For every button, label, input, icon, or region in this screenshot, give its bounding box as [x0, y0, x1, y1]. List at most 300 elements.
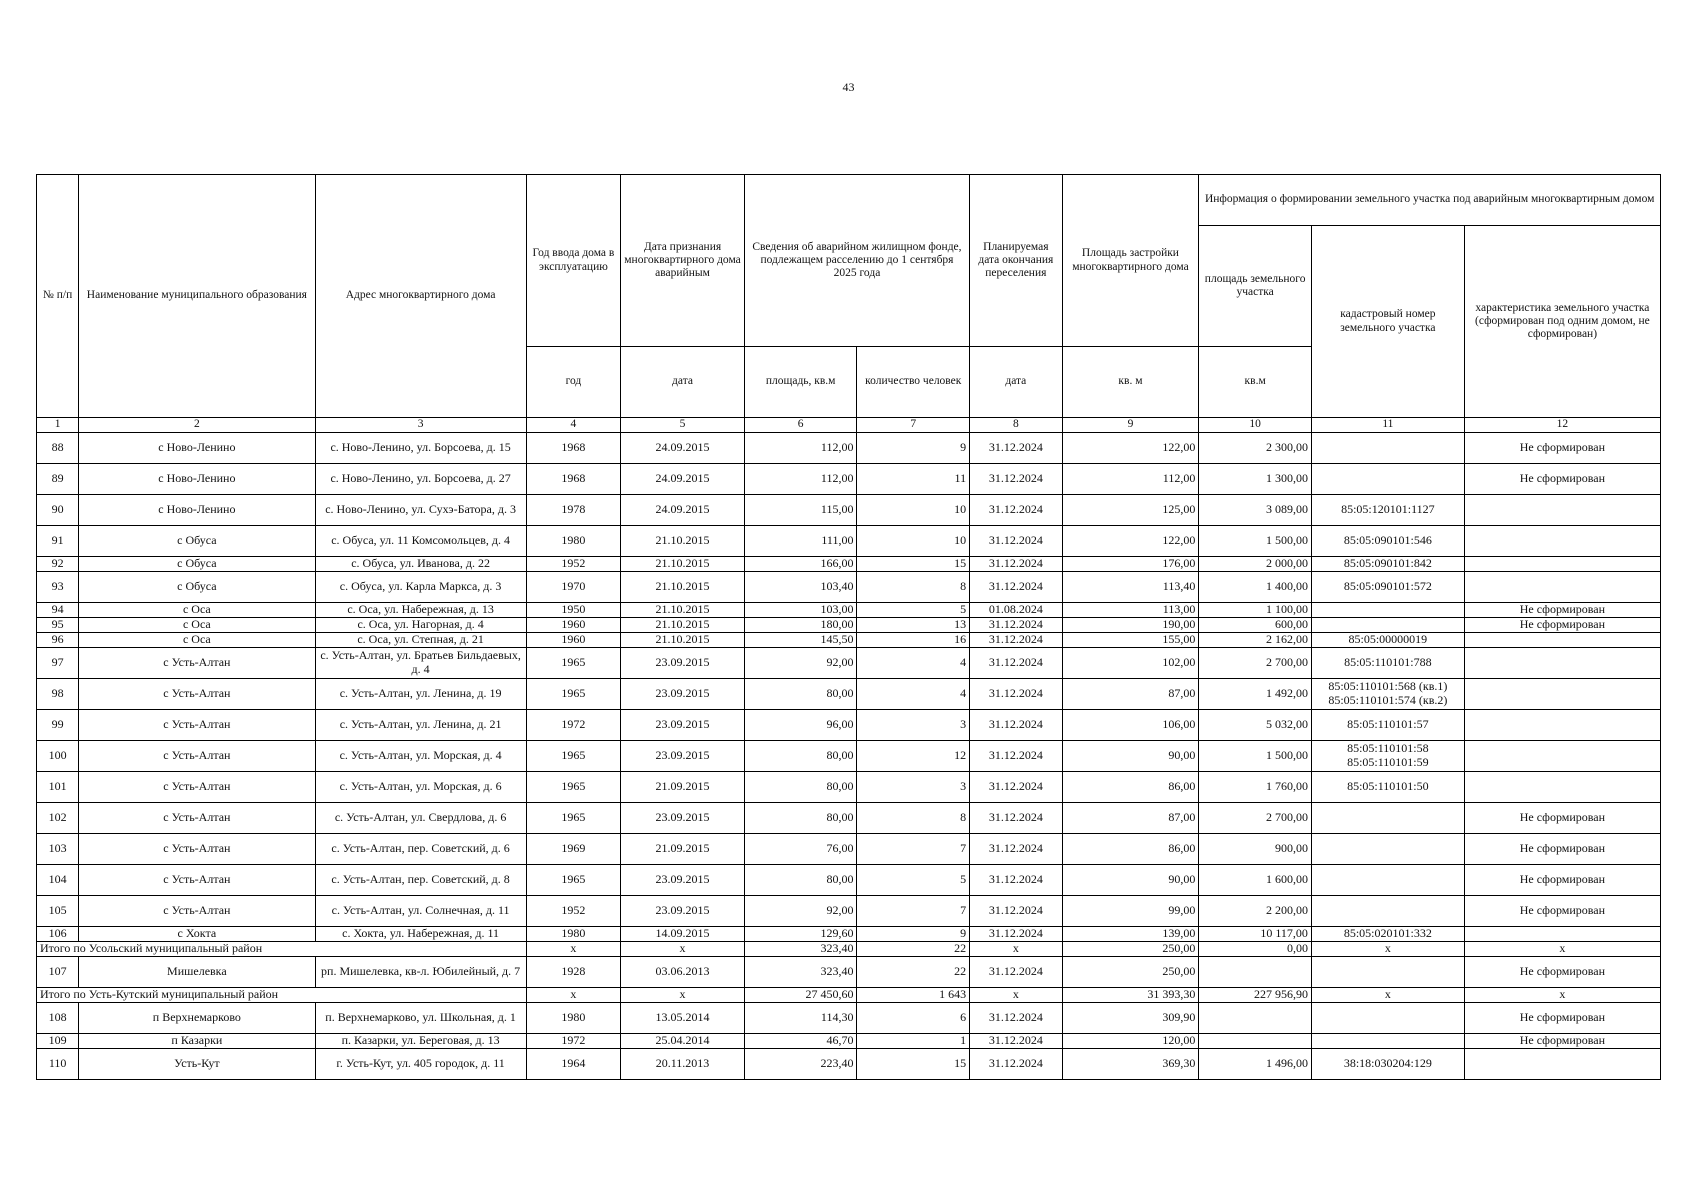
land-area-cell: 2 000,00 — [1199, 557, 1312, 572]
year-cell: 1965 — [526, 648, 621, 679]
column-number: 11 — [1311, 418, 1464, 433]
build-area-cell: 99,00 — [1062, 896, 1199, 927]
build-area-cell: 90,00 — [1062, 865, 1199, 896]
plan-date-cell: 31.12.2024 — [970, 526, 1063, 557]
year-cell: 1969 — [526, 834, 621, 865]
land-area-cell — [1199, 1034, 1312, 1049]
land-area-cell: 1 500,00 — [1199, 526, 1312, 557]
column-number: 7 — [857, 418, 970, 433]
address-cell: с. Усть-Алтан, пер. Советский, д. 8 — [315, 865, 526, 896]
fund-area-cell: 80,00 — [744, 803, 857, 834]
fund-area-cell: 76,00 — [744, 834, 857, 865]
table-row — [37, 1003, 1661, 1034]
land-area-cell: 10 117,00 — [1199, 927, 1312, 942]
row-number: 105 — [37, 896, 79, 927]
land-char-cell — [1464, 741, 1660, 772]
address-cell: с. Усть-Алтан, пер. Советский, д. 6 — [315, 834, 526, 865]
recognition-date-cell: 24.09.2015 — [621, 464, 745, 495]
plan-date-cell: 31.12.2024 — [970, 433, 1063, 464]
plan-date-cell: 31.12.2024 — [970, 927, 1063, 942]
plan-date-cell: 31.12.2024 — [970, 572, 1063, 603]
row-number: 94 — [37, 603, 79, 618]
table-row — [37, 495, 1661, 526]
table-body — [37, 433, 1661, 1080]
land-area-cell: 2 200,00 — [1199, 896, 1312, 927]
address-cell: с. Усть-Алтан, ул. Солнечная, д. 11 — [315, 896, 526, 927]
land-area-cell — [1199, 957, 1312, 988]
recognition-date-cell: 21.09.2015 — [621, 834, 745, 865]
cadastral-cell — [1311, 464, 1464, 495]
build-area-cell: 125,00 — [1062, 495, 1199, 526]
land-area-cell: 1 496,00 — [1199, 1049, 1312, 1080]
people-count-cell: 7 — [857, 896, 970, 927]
address-cell: с. Усть-Алтан, ул. Морская, д. 6 — [315, 772, 526, 803]
row-number: 100 — [37, 741, 79, 772]
cadastral-cell: 85:05:00000019 — [1311, 633, 1464, 648]
municipality-cell: Мишелевка — [79, 957, 315, 988]
address-cell: с. Усть-Алтан, ул. Братьев Бильдаевых, д. 4 — [315, 648, 526, 679]
land-char-cell — [1464, 772, 1660, 803]
land-area-cell: 0,00 — [1199, 942, 1312, 957]
land-char-cell: Не сформирован — [1464, 603, 1660, 618]
row-number: 95 — [37, 618, 79, 633]
address-cell: с. Оса, ул. Нагорная, д. 4 — [315, 618, 526, 633]
plan-date-cell: x — [970, 988, 1063, 1003]
land-area-cell: 2 162,00 — [1199, 633, 1312, 648]
plan-date-cell: 31.12.2024 — [970, 710, 1063, 741]
recognition-date-cell: 21.10.2015 — [621, 633, 745, 648]
table-row — [37, 772, 1661, 803]
fund-area-cell: 323,40 — [744, 957, 857, 988]
build-area-cell: 176,00 — [1062, 557, 1199, 572]
build-area-cell: 250,00 — [1062, 957, 1199, 988]
build-area-cell: 113,00 — [1062, 603, 1199, 618]
total-label: Итого по Усть-Кутский муниципальный район — [37, 988, 527, 1003]
municipality-cell: с Обуса — [79, 557, 315, 572]
build-area-cell: 106,00 — [1062, 710, 1199, 741]
column-number: 3 — [315, 418, 526, 433]
build-area-cell: 112,00 — [1062, 464, 1199, 495]
fund-area-cell: 80,00 — [744, 741, 857, 772]
table-row — [37, 896, 1661, 927]
land-area-cell: 1 100,00 — [1199, 603, 1312, 618]
land-char-cell — [1464, 1049, 1660, 1080]
land-area-cell: 1 300,00 — [1199, 464, 1312, 495]
land-char-cell — [1464, 495, 1660, 526]
fund-area-cell: 80,00 — [744, 865, 857, 896]
year-cell: 1928 — [526, 957, 621, 988]
land-char-cell — [1464, 648, 1660, 679]
table-row — [37, 927, 1661, 942]
fund-area-cell: 115,00 — [744, 495, 857, 526]
recognition-date-cell: 03.06.2013 — [621, 957, 745, 988]
land-char-cell: Не сформирован — [1464, 803, 1660, 834]
total-row — [37, 988, 1661, 1003]
address-cell: рп. Мишелевка, кв-л. Юбилейный, д. 7 — [315, 957, 526, 988]
land-char-cell: Не сформирован — [1464, 896, 1660, 927]
municipality-cell: с Усть-Алтан — [79, 648, 315, 679]
fund-area-cell: 145,50 — [744, 633, 857, 648]
recognition-date-cell: 13.05.2014 — [621, 1003, 745, 1034]
people-count-cell: 10 — [857, 526, 970, 557]
build-area-cell: 102,00 — [1062, 648, 1199, 679]
land-area-cell: 1 492,00 — [1199, 679, 1312, 710]
land-area-cell: 1 600,00 — [1199, 865, 1312, 896]
column-number: 10 — [1199, 418, 1312, 433]
build-area-cell: 309,90 — [1062, 1003, 1199, 1034]
build-area-cell: 113,40 — [1062, 572, 1199, 603]
recognition-date-cell: 23.09.2015 — [621, 803, 745, 834]
header-cadastral: кадастровый номер земельного участка — [1311, 226, 1464, 418]
municipality-cell: с Усть-Алтан — [79, 741, 315, 772]
plan-date-cell: 31.12.2024 — [970, 648, 1063, 679]
total-label: Итого по Усольский муниципальный район — [37, 942, 527, 957]
build-area-cell: 369,30 — [1062, 1049, 1199, 1080]
plan-date-cell: 31.12.2024 — [970, 741, 1063, 772]
fund-area-cell: 92,00 — [744, 896, 857, 927]
cadastral-cell: 85:05:110101:568 (кв.1) 85:05:110101:574 (кв.2) — [1311, 679, 1464, 710]
column-numbers-row — [37, 418, 1661, 433]
cadastral-cell — [1311, 1003, 1464, 1034]
address-cell: с. Хокта, ул. Набережная, д. 11 — [315, 927, 526, 942]
plan-date-cell: 31.12.2024 — [970, 772, 1063, 803]
land-char-cell — [1464, 927, 1660, 942]
row-number: 107 — [37, 957, 79, 988]
table-row — [37, 618, 1661, 633]
municipality-cell: с Усть-Алтан — [79, 679, 315, 710]
recognition-date-cell: 25.04.2014 — [621, 1034, 745, 1049]
address-cell: с. Ново-Ленино, ул. Борсоева, д. 15 — [315, 433, 526, 464]
cadastral-cell: 85:05:110101:58 85:05:110101:59 — [1311, 741, 1464, 772]
cadastral-cell — [1311, 433, 1464, 464]
unit-plan-date: дата — [970, 347, 1063, 418]
fund-area-cell: 223,40 — [744, 1049, 857, 1080]
land-area-cell: 2 300,00 — [1199, 433, 1312, 464]
header-year: Год ввода дома в эксплуатацию — [526, 175, 621, 347]
people-count-cell: 9 — [857, 927, 970, 942]
land-char-cell: Не сформирован — [1464, 464, 1660, 495]
fund-area-cell: 114,30 — [744, 1003, 857, 1034]
unit-year: год — [526, 347, 621, 418]
build-area-cell: 155,00 — [1062, 633, 1199, 648]
build-area-cell: 87,00 — [1062, 679, 1199, 710]
address-cell: с. Усть-Алтан, ул. Ленина, д. 19 — [315, 679, 526, 710]
table-row — [37, 464, 1661, 495]
year-cell: 1950 — [526, 603, 621, 618]
build-area-cell: 139,00 — [1062, 927, 1199, 942]
address-cell: п. Верхнемарково, ул. Школьная, д. 1 — [315, 1003, 526, 1034]
year-cell: 1965 — [526, 772, 621, 803]
year-cell: 1980 — [526, 526, 621, 557]
cadastral-cell: 85:05:090101:842 — [1311, 557, 1464, 572]
cadastral-cell: 85:05:120101:1127 — [1311, 495, 1464, 526]
fund-area-cell: 112,00 — [744, 464, 857, 495]
table-row — [37, 803, 1661, 834]
build-area-cell: 120,00 — [1062, 1034, 1199, 1049]
recognition-date-cell: 23.09.2015 — [621, 679, 745, 710]
cadastral-cell — [1311, 957, 1464, 988]
land-area-cell: 5 032,00 — [1199, 710, 1312, 741]
header-land-area: площадь земельного участка — [1199, 226, 1312, 347]
total-row — [37, 942, 1661, 957]
cadastral-cell — [1311, 865, 1464, 896]
plan-date-cell: 31.12.2024 — [970, 464, 1063, 495]
people-count-cell: 1 643 — [857, 988, 970, 1003]
plan-date-cell: 31.12.2024 — [970, 957, 1063, 988]
row-number: 98 — [37, 679, 79, 710]
municipality-cell: с Ново-Ленино — [79, 433, 315, 464]
build-area-cell: 190,00 — [1062, 618, 1199, 633]
people-count-cell: 4 — [857, 679, 970, 710]
row-number: 109 — [37, 1034, 79, 1049]
land-area-cell: 1 760,00 — [1199, 772, 1312, 803]
recognition-date-cell: x — [621, 942, 745, 957]
cadastral-cell — [1311, 896, 1464, 927]
fund-area-cell: 103,00 — [744, 603, 857, 618]
plan-date-cell: 31.12.2024 — [970, 803, 1063, 834]
table-row — [37, 679, 1661, 710]
unit-build-sqm: кв. м — [1062, 347, 1199, 418]
column-number: 5 — [621, 418, 745, 433]
year-cell: 1960 — [526, 633, 621, 648]
fund-area-cell: 323,40 — [744, 942, 857, 957]
table-row — [37, 741, 1661, 772]
recognition-date-cell: 21.10.2015 — [621, 557, 745, 572]
municipality-cell: с Усть-Алтан — [79, 896, 315, 927]
land-char-cell — [1464, 710, 1660, 741]
recognition-date-cell: 23.09.2015 — [621, 741, 745, 772]
land-char-cell — [1464, 679, 1660, 710]
year-cell: 1980 — [526, 927, 621, 942]
plan-date-cell: 31.12.2024 — [970, 896, 1063, 927]
cadastral-cell: 85:05:090101:546 — [1311, 526, 1464, 557]
fund-area-cell: 111,00 — [744, 526, 857, 557]
people-count-cell: 15 — [857, 1049, 970, 1080]
fund-area-cell: 92,00 — [744, 648, 857, 679]
land-char-cell: Не сформирован — [1464, 834, 1660, 865]
address-cell: с. Ново-Ленино, ул. Борсоева, д. 27 — [315, 464, 526, 495]
municipality-cell: с Усть-Алтан — [79, 834, 315, 865]
recognition-date-cell: 23.09.2015 — [621, 896, 745, 927]
row-number: 88 — [37, 433, 79, 464]
plan-date-cell: 31.12.2024 — [970, 865, 1063, 896]
fund-area-cell: 103,40 — [744, 572, 857, 603]
people-count-cell: 15 — [857, 557, 970, 572]
header-land-group: Информация о формировании земельного участка под аварийным многоквартирным домом — [1199, 175, 1661, 226]
recognition-date-cell: 21.09.2015 — [621, 772, 745, 803]
row-number: 103 — [37, 834, 79, 865]
recognition-date-cell: 23.09.2015 — [621, 648, 745, 679]
fund-area-cell: 80,00 — [744, 772, 857, 803]
fund-area-cell: 180,00 — [744, 618, 857, 633]
row-number: 104 — [37, 865, 79, 896]
municipality-cell: Усть-Кут — [79, 1049, 315, 1080]
build-area-cell: 122,00 — [1062, 433, 1199, 464]
year-cell: 1968 — [526, 433, 621, 464]
year-cell: x — [526, 942, 621, 957]
address-cell: г. Усть-Кут, ул. 405 городок, д. 11 — [315, 1049, 526, 1080]
row-number: 91 — [37, 526, 79, 557]
row-number: 97 — [37, 648, 79, 679]
cadastral-cell: 85:05:110101:57 — [1311, 710, 1464, 741]
land-char-cell: Не сформирован — [1464, 618, 1660, 633]
recognition-date-cell: 21.10.2015 — [621, 618, 745, 633]
land-char-cell: Не сформирован — [1464, 865, 1660, 896]
people-count-cell: 8 — [857, 803, 970, 834]
fund-area-cell: 80,00 — [744, 679, 857, 710]
table-row — [37, 1049, 1661, 1080]
address-cell: с. Оса, ул. Степная, д. 21 — [315, 633, 526, 648]
land-char-cell: x — [1464, 942, 1660, 957]
recognition-date-cell: 21.10.2015 — [621, 526, 745, 557]
address-cell: с. Оса, ул. Набережная, д. 13 — [315, 603, 526, 618]
table-row — [37, 1034, 1661, 1049]
municipality-cell: с Обуса — [79, 572, 315, 603]
municipality-cell: с Оса — [79, 603, 315, 618]
municipality-cell: с Усть-Алтан — [79, 710, 315, 741]
land-area-cell: 600,00 — [1199, 618, 1312, 633]
people-count-cell: 22 — [857, 957, 970, 988]
municipality-cell: с Оса — [79, 618, 315, 633]
municipality-cell: с Усть-Алтан — [79, 865, 315, 896]
land-area-cell: 900,00 — [1199, 834, 1312, 865]
year-cell: 1980 — [526, 1003, 621, 1034]
municipality-cell: с Хокта — [79, 927, 315, 942]
plan-date-cell: 31.12.2024 — [970, 1003, 1063, 1034]
year-cell: 1965 — [526, 679, 621, 710]
cadastral-cell — [1311, 834, 1464, 865]
people-count-cell: 10 — [857, 495, 970, 526]
people-count-cell: 13 — [857, 618, 970, 633]
people-count-cell: 16 — [857, 633, 970, 648]
municipality-cell: п Верхнемарково — [79, 1003, 315, 1034]
unit-people: количество человек — [857, 347, 970, 418]
fund-area-cell: 27 450,60 — [744, 988, 857, 1003]
year-cell: 1960 — [526, 618, 621, 633]
address-cell: с. Обуса, ул. 11 Комсомольцев, д. 4 — [315, 526, 526, 557]
column-number: 2 — [79, 418, 315, 433]
people-count-cell: 5 — [857, 603, 970, 618]
year-cell: x — [526, 988, 621, 1003]
year-cell: 1965 — [526, 741, 621, 772]
build-area-cell: 122,00 — [1062, 526, 1199, 557]
municipality-cell: с Обуса — [79, 526, 315, 557]
year-cell: 1968 — [526, 464, 621, 495]
table-row — [37, 433, 1661, 464]
land-char-cell: Не сформирован — [1464, 1003, 1660, 1034]
fund-area-cell: 112,00 — [744, 433, 857, 464]
header-plan-date: Планируемая дата окончания переселения — [970, 175, 1063, 347]
column-number: 9 — [1062, 418, 1199, 433]
municipality-cell: с Ново-Ленино — [79, 495, 315, 526]
row-number: 106 — [37, 927, 79, 942]
land-char-cell — [1464, 633, 1660, 648]
people-count-cell: 3 — [857, 772, 970, 803]
people-count-cell: 9 — [857, 433, 970, 464]
cadastral-cell — [1311, 618, 1464, 633]
address-cell: с. Усть-Алтан, ул. Ленина, д. 21 — [315, 710, 526, 741]
municipality-cell: с Оса — [79, 633, 315, 648]
cadastral-cell: 85:05:110101:788 — [1311, 648, 1464, 679]
plan-date-cell: 31.12.2024 — [970, 1034, 1063, 1049]
year-cell: 1978 — [526, 495, 621, 526]
land-area-cell: 1 500,00 — [1199, 741, 1312, 772]
people-count-cell: 22 — [857, 942, 970, 957]
people-count-cell: 12 — [857, 741, 970, 772]
land-char-cell: Не сформирован — [1464, 1034, 1660, 1049]
plan-date-cell: 31.12.2024 — [970, 618, 1063, 633]
row-number: 108 — [37, 1003, 79, 1034]
people-count-cell: 7 — [857, 834, 970, 865]
cadastral-cell: 85:05:020101:332 — [1311, 927, 1464, 942]
cadastral-cell: 85:05:110101:50 — [1311, 772, 1464, 803]
row-number: 90 — [37, 495, 79, 526]
plan-date-cell: 31.12.2024 — [970, 834, 1063, 865]
land-area-cell: 1 400,00 — [1199, 572, 1312, 603]
build-area-cell: 86,00 — [1062, 772, 1199, 803]
row-number: 89 — [37, 464, 79, 495]
plan-date-cell: 31.12.2024 — [970, 633, 1063, 648]
unit-area: площадь, кв.м — [744, 347, 857, 418]
housing-register-table — [36, 174, 1661, 1080]
municipality-cell: с Усть-Алтан — [79, 772, 315, 803]
fund-area-cell: 96,00 — [744, 710, 857, 741]
table-row — [37, 957, 1661, 988]
year-cell: 1952 — [526, 557, 621, 572]
address-cell: с. Обуса, ул. Иванова, д. 22 — [315, 557, 526, 572]
header-land-char: характеристика земельного участка (сформирован под одним домом, не сформирован) — [1464, 226, 1660, 418]
people-count-cell: 4 — [857, 648, 970, 679]
plan-date-cell: 31.12.2024 — [970, 679, 1063, 710]
recognition-date-cell: 24.09.2015 — [621, 433, 745, 464]
year-cell: 1970 — [526, 572, 621, 603]
recognition-date-cell: x — [621, 988, 745, 1003]
fund-area-cell: 166,00 — [744, 557, 857, 572]
people-count-cell: 11 — [857, 464, 970, 495]
table-row — [37, 603, 1661, 618]
people-count-cell: 8 — [857, 572, 970, 603]
header-municipality: Наименование муниципального образования — [79, 175, 315, 418]
plan-date-cell: 31.12.2024 — [970, 1049, 1063, 1080]
column-number: 12 — [1464, 418, 1660, 433]
table-row — [37, 648, 1661, 679]
column-number: 1 — [37, 418, 79, 433]
build-area-cell: 86,00 — [1062, 834, 1199, 865]
address-cell: п. Казарки, ул. Береговая, д. 13 — [315, 1034, 526, 1049]
year-cell: 1965 — [526, 803, 621, 834]
plan-date-cell: 31.12.2024 — [970, 557, 1063, 572]
build-area-cell: 90,00 — [1062, 741, 1199, 772]
cadastral-cell: 85:05:090101:572 — [1311, 572, 1464, 603]
land-area-cell: 227 956,90 — [1199, 988, 1312, 1003]
table-row — [37, 572, 1661, 603]
header-build-area: Площадь застройки многоквартирного дома — [1062, 175, 1199, 347]
row-number: 92 — [37, 557, 79, 572]
recognition-date-cell: 23.09.2015 — [621, 710, 745, 741]
cadastral-cell: 38:18:030204:129 — [1311, 1049, 1464, 1080]
land-char-cell: Не сформирован — [1464, 433, 1660, 464]
header-no: № п/п — [37, 175, 79, 418]
land-char-cell — [1464, 572, 1660, 603]
table-row — [37, 526, 1661, 557]
people-count-cell: 1 — [857, 1034, 970, 1049]
recognition-date-cell: 24.09.2015 — [621, 495, 745, 526]
row-number: 93 — [37, 572, 79, 603]
column-number: 8 — [970, 418, 1063, 433]
table-row — [37, 834, 1661, 865]
fund-area-cell: 46,70 — [744, 1034, 857, 1049]
cadastral-cell: x — [1311, 988, 1464, 1003]
